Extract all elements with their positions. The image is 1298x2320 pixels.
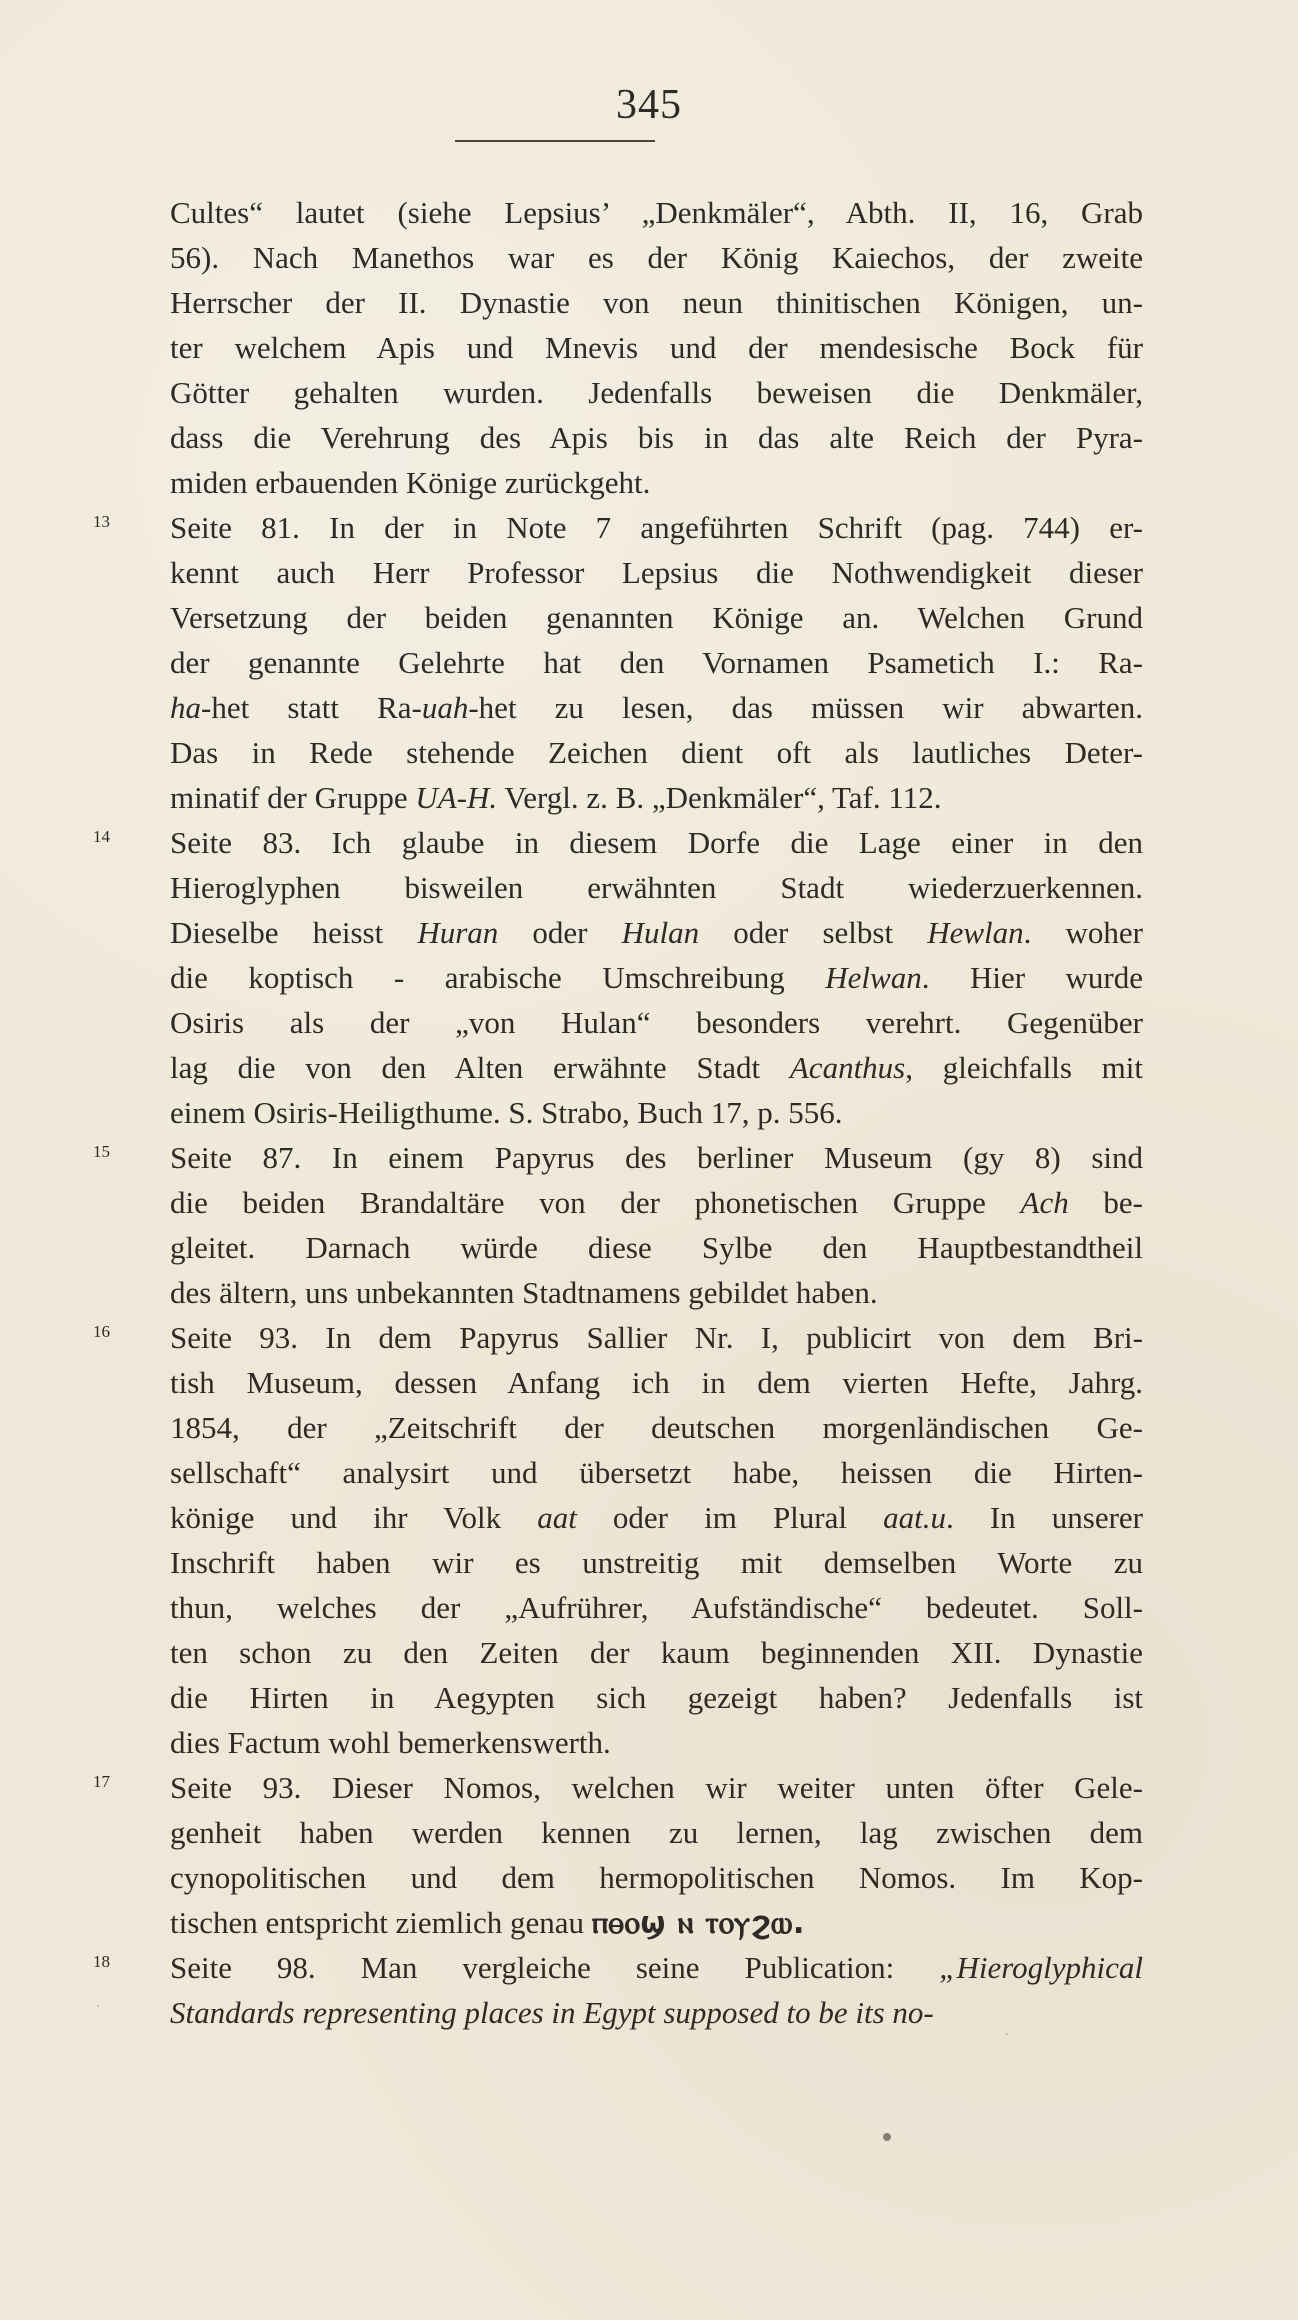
line-text: könige und ihr Volk aat oder im Plural aat.u. In unserer	[170, 1500, 1143, 1535]
text-line	[123, 190, 1143, 235]
line-text: einem Osiris-Heiligthume. S. Strabo, Buch 17, p. 556.	[170, 1095, 843, 1130]
footnote-first-line	[93, 1135, 1143, 1180]
text-line	[123, 1360, 1143, 1405]
text-line	[123, 1855, 1143, 1900]
footnote-number: 18	[93, 1952, 110, 1971]
line-text: Herrscher der II. Dynastie von neun thinitischen Königen, un-	[170, 285, 1143, 320]
page-ornament	[883, 2133, 891, 2141]
line-text: des ältern, uns unbekannten Stadtnamens gebildet haben.	[170, 1275, 878, 1310]
text-line	[123, 685, 1143, 730]
line-text: die Hirten in Aegypten sich gezeigt haben? Jedenfalls ist	[170, 1680, 1143, 1715]
line-text: Dieselbe heisst Huran oder Hulan oder selbst Hewlan. woher	[170, 915, 1143, 950]
footnote-number: 14	[93, 827, 110, 846]
text-line	[123, 955, 1143, 1000]
text-line	[123, 370, 1143, 415]
footnote-first-line	[93, 1765, 1143, 1810]
line-text: Inschrift haben wir es unstreitig mit demselben Worte zu	[170, 1545, 1143, 1580]
line-text: die beiden Brandaltäre von der phonetischen Gruppe Ach be-	[170, 1185, 1143, 1220]
text-line	[123, 1045, 1143, 1090]
line-text: tischen entspricht ziemlich genau ⲡⲑⲟϣ ⲛ ⲧⲟⲩϩⲱ.	[170, 1905, 805, 1941]
text-line	[123, 1450, 1143, 1495]
text-line	[123, 1900, 1143, 1945]
line-text: gleitet. Darnach würde diese Sylbe den Hauptbestandtheil	[170, 1230, 1143, 1265]
footnote-number: 15	[93, 1142, 110, 1161]
text-line	[123, 1495, 1143, 1540]
text-line	[123, 325, 1143, 370]
line-text: Seite 87. In einem Papyrus des berliner Museum (gy 8) sind	[170, 1140, 1143, 1175]
text-line	[123, 910, 1143, 955]
text-line	[123, 865, 1143, 910]
text-line	[123, 1630, 1143, 1675]
text-line	[123, 1720, 1143, 1765]
line-text: ten schon zu den Zeiten der kaum beginnenden XII. Dynastie	[170, 1635, 1143, 1670]
line-text: lag die von den Alten erwähnte Stadt Acanthus, gleichfalls mit	[170, 1050, 1143, 1085]
line-text: Seite 98. Man vergleiche seine Publication: „Hieroglyphical	[170, 1950, 1143, 1985]
text-line	[123, 415, 1143, 460]
text-line	[123, 1405, 1143, 1450]
text-line	[123, 595, 1143, 640]
line-text: sellschaft“ analysirt und übersetzt habe, heissen die Hirten-	[170, 1455, 1143, 1490]
line-text: Osiris als der „von Hulan“ besonders verehrt. Gegenüber	[170, 1005, 1143, 1040]
line-text: dass die Verehrung des Apis bis in das alte Reich der Pyra-	[170, 420, 1143, 455]
line-text: cynopolitischen und dem hermopolitischen Nomos. Im Kop-	[170, 1860, 1143, 1895]
footnote-number: 16	[93, 1322, 110, 1341]
text-line	[123, 1810, 1143, 1855]
text-line	[123, 1540, 1143, 1585]
line-text: Das in Rede stehende Zeichen dient oft als lautliches Deter-	[170, 735, 1143, 770]
line-text: Standards representing places in Egypt supposed to be its no-	[170, 1995, 934, 2030]
line-text: kennt auch Herr Professor Lepsius die Nothwendigkeit dieser	[170, 555, 1143, 590]
line-text: thun, welches der „Aufrührer, Aufständische“ bedeutet. Soll-	[170, 1590, 1143, 1625]
line-text: 1854, der „Zeitschrift der deutschen morgenländischen Ge-	[170, 1410, 1143, 1445]
line-text: 56). Nach Manethos war es der König Kaiechos, der zweite	[170, 240, 1143, 275]
text-line	[123, 280, 1143, 325]
line-text: minatif der Gruppe UA-H. Vergl. z. B. „Denkmäler“, Taf. 112.	[170, 780, 942, 815]
text-line	[123, 640, 1143, 685]
text-line	[123, 1090, 1143, 1135]
line-text: tish Museum, dessen Anfang ich in dem vierten Hefte, Jahrg.	[170, 1365, 1143, 1400]
text-line	[123, 1990, 1143, 2035]
line-text: Seite 93. Dieser Nomos, welchen wir weiter unten öfter Gele-	[170, 1770, 1143, 1805]
line-text: der genannte Gelehrte hat den Vornamen Psametich I.: Ra-	[170, 645, 1143, 680]
text-line	[123, 235, 1143, 280]
footnote-first-line	[93, 820, 1143, 865]
line-text: die koptisch - arabische Umschreibung Helwan. Hier wurde	[170, 960, 1143, 995]
text-line	[123, 1225, 1143, 1270]
paper-speck	[1006, 2033, 1008, 2035]
footnotes-text	[93, 190, 1143, 2035]
text-line	[123, 550, 1143, 595]
line-text: Götter gehalten wurden. Jedenfalls beweisen die Denkmäler,	[170, 375, 1143, 410]
line-text: genheit haben werden kennen zu lernen, lag zwischen dem	[170, 1815, 1143, 1850]
line-text: Versetzung der beiden genannten Könige an. Welchen Grund	[170, 600, 1143, 635]
line-text: dies Factum wohl bemerkenswerth.	[170, 1725, 611, 1760]
text-line	[123, 1180, 1143, 1225]
text-line	[123, 1270, 1143, 1315]
line-text: Seite 81. In der in Note 7 angeführten Schrift (pag. 744) er-	[170, 510, 1143, 545]
text-line	[123, 1000, 1143, 1045]
text-line	[123, 730, 1143, 775]
text-line	[123, 775, 1143, 820]
line-text: Seite 83. Ich glaube in diesem Dorfe die Lage einer in den	[170, 825, 1143, 860]
line-text: Hieroglyphen bisweilen erwähnten Stadt wiederzuerkennen.	[170, 870, 1143, 905]
line-text: ha-het statt Ra-uah-het zu lesen, das müssen wir abwarten.	[170, 690, 1143, 725]
text-line	[123, 460, 1143, 505]
line-text: Cultes“ lautet (siehe Lepsius’ „Denkmäler“, Abth. II, 16, Grab	[170, 195, 1143, 230]
header-rule	[455, 140, 655, 142]
paper-speck	[97, 2005, 99, 2007]
footnote-first-line	[93, 1315, 1143, 1360]
page-number: 345	[616, 82, 682, 128]
text-line	[123, 1585, 1143, 1630]
text-line	[123, 1675, 1143, 1720]
line-text: miden erbauenden Könige zurückgeht.	[170, 465, 651, 500]
line-text: ter welchem Apis und Mnevis und der mendesische Bock für	[170, 330, 1143, 365]
line-text: Seite 93. In dem Papyrus Sallier Nr. I, publicirt von dem Bri-	[170, 1320, 1143, 1355]
footnote-number: 17	[93, 1772, 110, 1791]
footnote-first-line	[93, 505, 1143, 550]
footnote-first-line	[93, 1945, 1143, 1990]
footnote-number: 13	[93, 512, 110, 531]
